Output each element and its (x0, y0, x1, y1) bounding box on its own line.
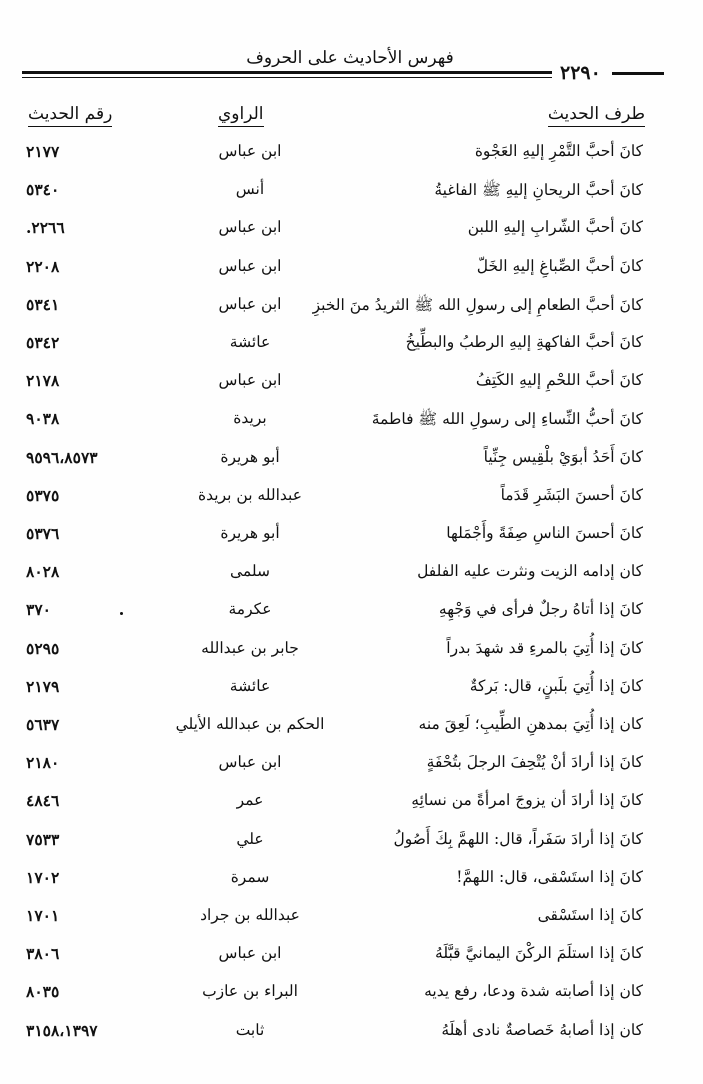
table-row (0, 409, 703, 447)
table-row (0, 600, 703, 638)
narrator-name: أبو هريرة (220, 524, 280, 542)
narrator-name: ابن عباس (218, 753, 282, 772)
hadith-number: ٥٣٤١ (26, 294, 60, 314)
hadith-number: ٣١٥٨،١٣٩٧ (26, 1020, 98, 1040)
hadith-incipit: كان إدامه الزيت ونثرت عليه الفلفل (417, 562, 643, 581)
hadith-number: ٢٢٦٦. (26, 218, 65, 238)
table-row (0, 562, 703, 600)
narrator-name: عائشة (229, 333, 271, 351)
hadith-incipit: كانَ إذا أُتِيَ بلَبنٍ، قال: بَركةٌ (469, 676, 643, 695)
table-row (0, 486, 703, 524)
hadith-number: ٧٥٣٣ (26, 829, 60, 849)
narrator-name: ابن عباس (218, 218, 282, 237)
page-number: ٢٢٩٠ (560, 62, 601, 84)
hadith-incipit: كانَ إذا أرادَ أنْ يُتْحِفَ الرجلَ بتُحْفَةٍ (426, 753, 643, 772)
hadith-incipit: كانَ إذا أتاهُ رجلٌ فرأى في وَجْهِهِ (438, 600, 643, 619)
table-row (0, 371, 703, 409)
hadith-number: ٩٠٣٨ (26, 409, 60, 429)
hadith-number: ٥٣٧٥ (26, 485, 60, 505)
hadith-incipit: كان إذا أُتِيَ بمدهنِ الطِّيبِ؛ لَعِقَ منه (418, 715, 643, 733)
hadith-number: ٨٠٣٥ (26, 982, 60, 1002)
hadith-number: ٢١٧٧ (26, 142, 60, 161)
table-row (0, 448, 703, 486)
table-row (0, 944, 703, 982)
column-header-tarf: طرف الحديث (548, 104, 645, 127)
hadith-number: ٣٧٠ (26, 600, 51, 620)
narrator-name: ابن عباس (218, 256, 282, 275)
hadith-incipit: كانَ إذا أرادَ أن يزوجَ امرأةً من نسائِهِ (411, 791, 643, 810)
hadith-incipit: كانَ إذا استَسْقى، قال: اللهمَّ! (456, 867, 643, 886)
hadith-incipit: كانَ أحبَّ الصِّباغِ إليهِ الخَلّ (476, 256, 643, 275)
hadith-number: ٢١٧٨ (26, 371, 60, 391)
narrator-name: بريدة (233, 409, 267, 428)
table-row (0, 791, 703, 829)
hadith-number: ٢٢٠٨ (26, 256, 60, 276)
table-row (0, 180, 703, 218)
table-row (0, 218, 703, 256)
hadith-number: ٢١٨٠ (26, 753, 60, 773)
hadith-incipit: كانَ أحبَّ الشّرابِ إليهِ اللبن (467, 218, 643, 237)
table-row (0, 677, 703, 715)
table-row (0, 868, 703, 906)
table-row (0, 982, 703, 1020)
hadith-incipit: كان إذا أصابهُ خَصاصةٌ نادى أهلَهُ (441, 1020, 643, 1039)
hadith-number: ٥٦٣٧ (26, 715, 60, 734)
narrator-name: ابن عباس (218, 142, 282, 160)
narrator-name: جابر بن عبدالله (201, 638, 299, 657)
table-row (0, 257, 703, 295)
running-title: فهرس الأحاديث على الحروف (246, 48, 454, 68)
hadith-incipit: كانَ أَحَدُ أبوَيْ بلْقِيس جِنِّياً (483, 447, 643, 466)
narrator-name: سمرة (230, 867, 270, 886)
hadith-incipit: كانَ أحبَّ الطعامِ إلى رسولِ الله ﷺ الثريدُ منَ الخبزِ (312, 295, 643, 314)
hadith-incipit: كانَ أحسنَ الناسِ صِفَةً وأَجْمَلها (446, 524, 643, 542)
hadith-number: ٥٣٧٦ (26, 524, 60, 543)
narrator-name: ابن عباس (218, 371, 282, 390)
narrator-name: الحكم بن عبدالله الأيلي (175, 715, 325, 733)
table-row (0, 1021, 703, 1059)
hadith-incipit: كانَ إذا استَسْقى (537, 906, 643, 924)
table-row (0, 906, 703, 944)
table-row (0, 142, 703, 180)
hadith-incipit: كانَ إذا أرادَ سَفَراً، قال: اللهمَّ بِكَ أَصُولُ (393, 829, 643, 848)
hadith-incipit: كانَ إذا أُتِيَ بالمرءِ قد شهدَ بدراً (446, 638, 643, 657)
hadith-incipit: كانَ أحبَّ التَّمْرِ إليهِ العَجْوة (474, 142, 643, 160)
print-speck (120, 612, 123, 615)
table-row (0, 753, 703, 791)
header-rule-thick (22, 71, 552, 74)
narrator-name: عكرمة (228, 600, 272, 619)
hadith-number: ٨٠٢٨ (26, 562, 60, 582)
hadith-incipit: كانَ أحبَّ الفاكهةِ إليهِ الرطبُ والبطِّيخُ (405, 333, 643, 351)
hadith-number: ١٧٠٢ (26, 867, 60, 887)
table-row (0, 524, 703, 562)
hadith-number: ٢١٧٩ (26, 676, 60, 696)
table-row (0, 295, 703, 333)
narrator-name: البراء بن عازب (202, 982, 298, 1001)
hadith-number: ٩٥٩٦،٨٥٧٣ (26, 447, 98, 467)
table-row (0, 639, 703, 677)
column-header-rawi: الراوي (218, 104, 264, 127)
hadith-number: ٣٨٠٦ (26, 944, 60, 964)
narrator-name: أبو هريرة (220, 447, 280, 466)
narrator-name: سلمى (230, 562, 270, 581)
hadith-incipit: كانَ أحبَّ اللحْمِ إليهِ الكَتِفُ (475, 371, 643, 390)
hadith-number: ٥٢٩٥ (26, 638, 60, 658)
table-row (0, 715, 703, 753)
hadith-number: ٥٣٤٠ (26, 180, 60, 200)
hadith-incipit: كانَ أحبُّ النِّساءِ إلى رسولِ الله ﷺ فاطمةَ (371, 410, 643, 429)
column-header-raqm: رقم الحديث (28, 104, 112, 127)
narrator-name: عبدالله بن بريدة (198, 485, 302, 504)
hadith-number: ١٧٠١ (26, 906, 60, 925)
hadith-incipit: كانَ أحبَّ الريحانِ إليهِ ﷺ الفاغيةُ (434, 181, 643, 200)
narrator-name: ابن عباس (218, 294, 282, 313)
narrator-name: أنس (235, 180, 265, 199)
hadith-incipit: كانَ إذا استلَمَ الركْنَ اليمانيَّ قبَّلَهُ (435, 944, 643, 963)
narrator-name: ابن عباس (218, 944, 282, 963)
header-rule-right (612, 72, 664, 75)
narrator-name: ثابت (235, 1020, 265, 1039)
hadith-incipit: كان إذا أصابته شدة ودعا، رفع يديه (424, 982, 643, 1001)
table-row (0, 333, 703, 371)
table-row (0, 830, 703, 868)
narrator-name: عبدالله بن جراد (200, 906, 300, 924)
narrator-name: عمر (236, 791, 264, 810)
narrator-name: عائشة (229, 676, 271, 695)
hadith-number: ٤٨٤٦ (26, 791, 60, 811)
hadith-number: ٥٣٤٢ (26, 333, 60, 352)
hadith-incipit: كانَ أحسنَ البَشَرِ قَدَماً (500, 485, 643, 504)
header-rule-thin (22, 77, 552, 78)
narrator-name: علي (236, 829, 264, 848)
